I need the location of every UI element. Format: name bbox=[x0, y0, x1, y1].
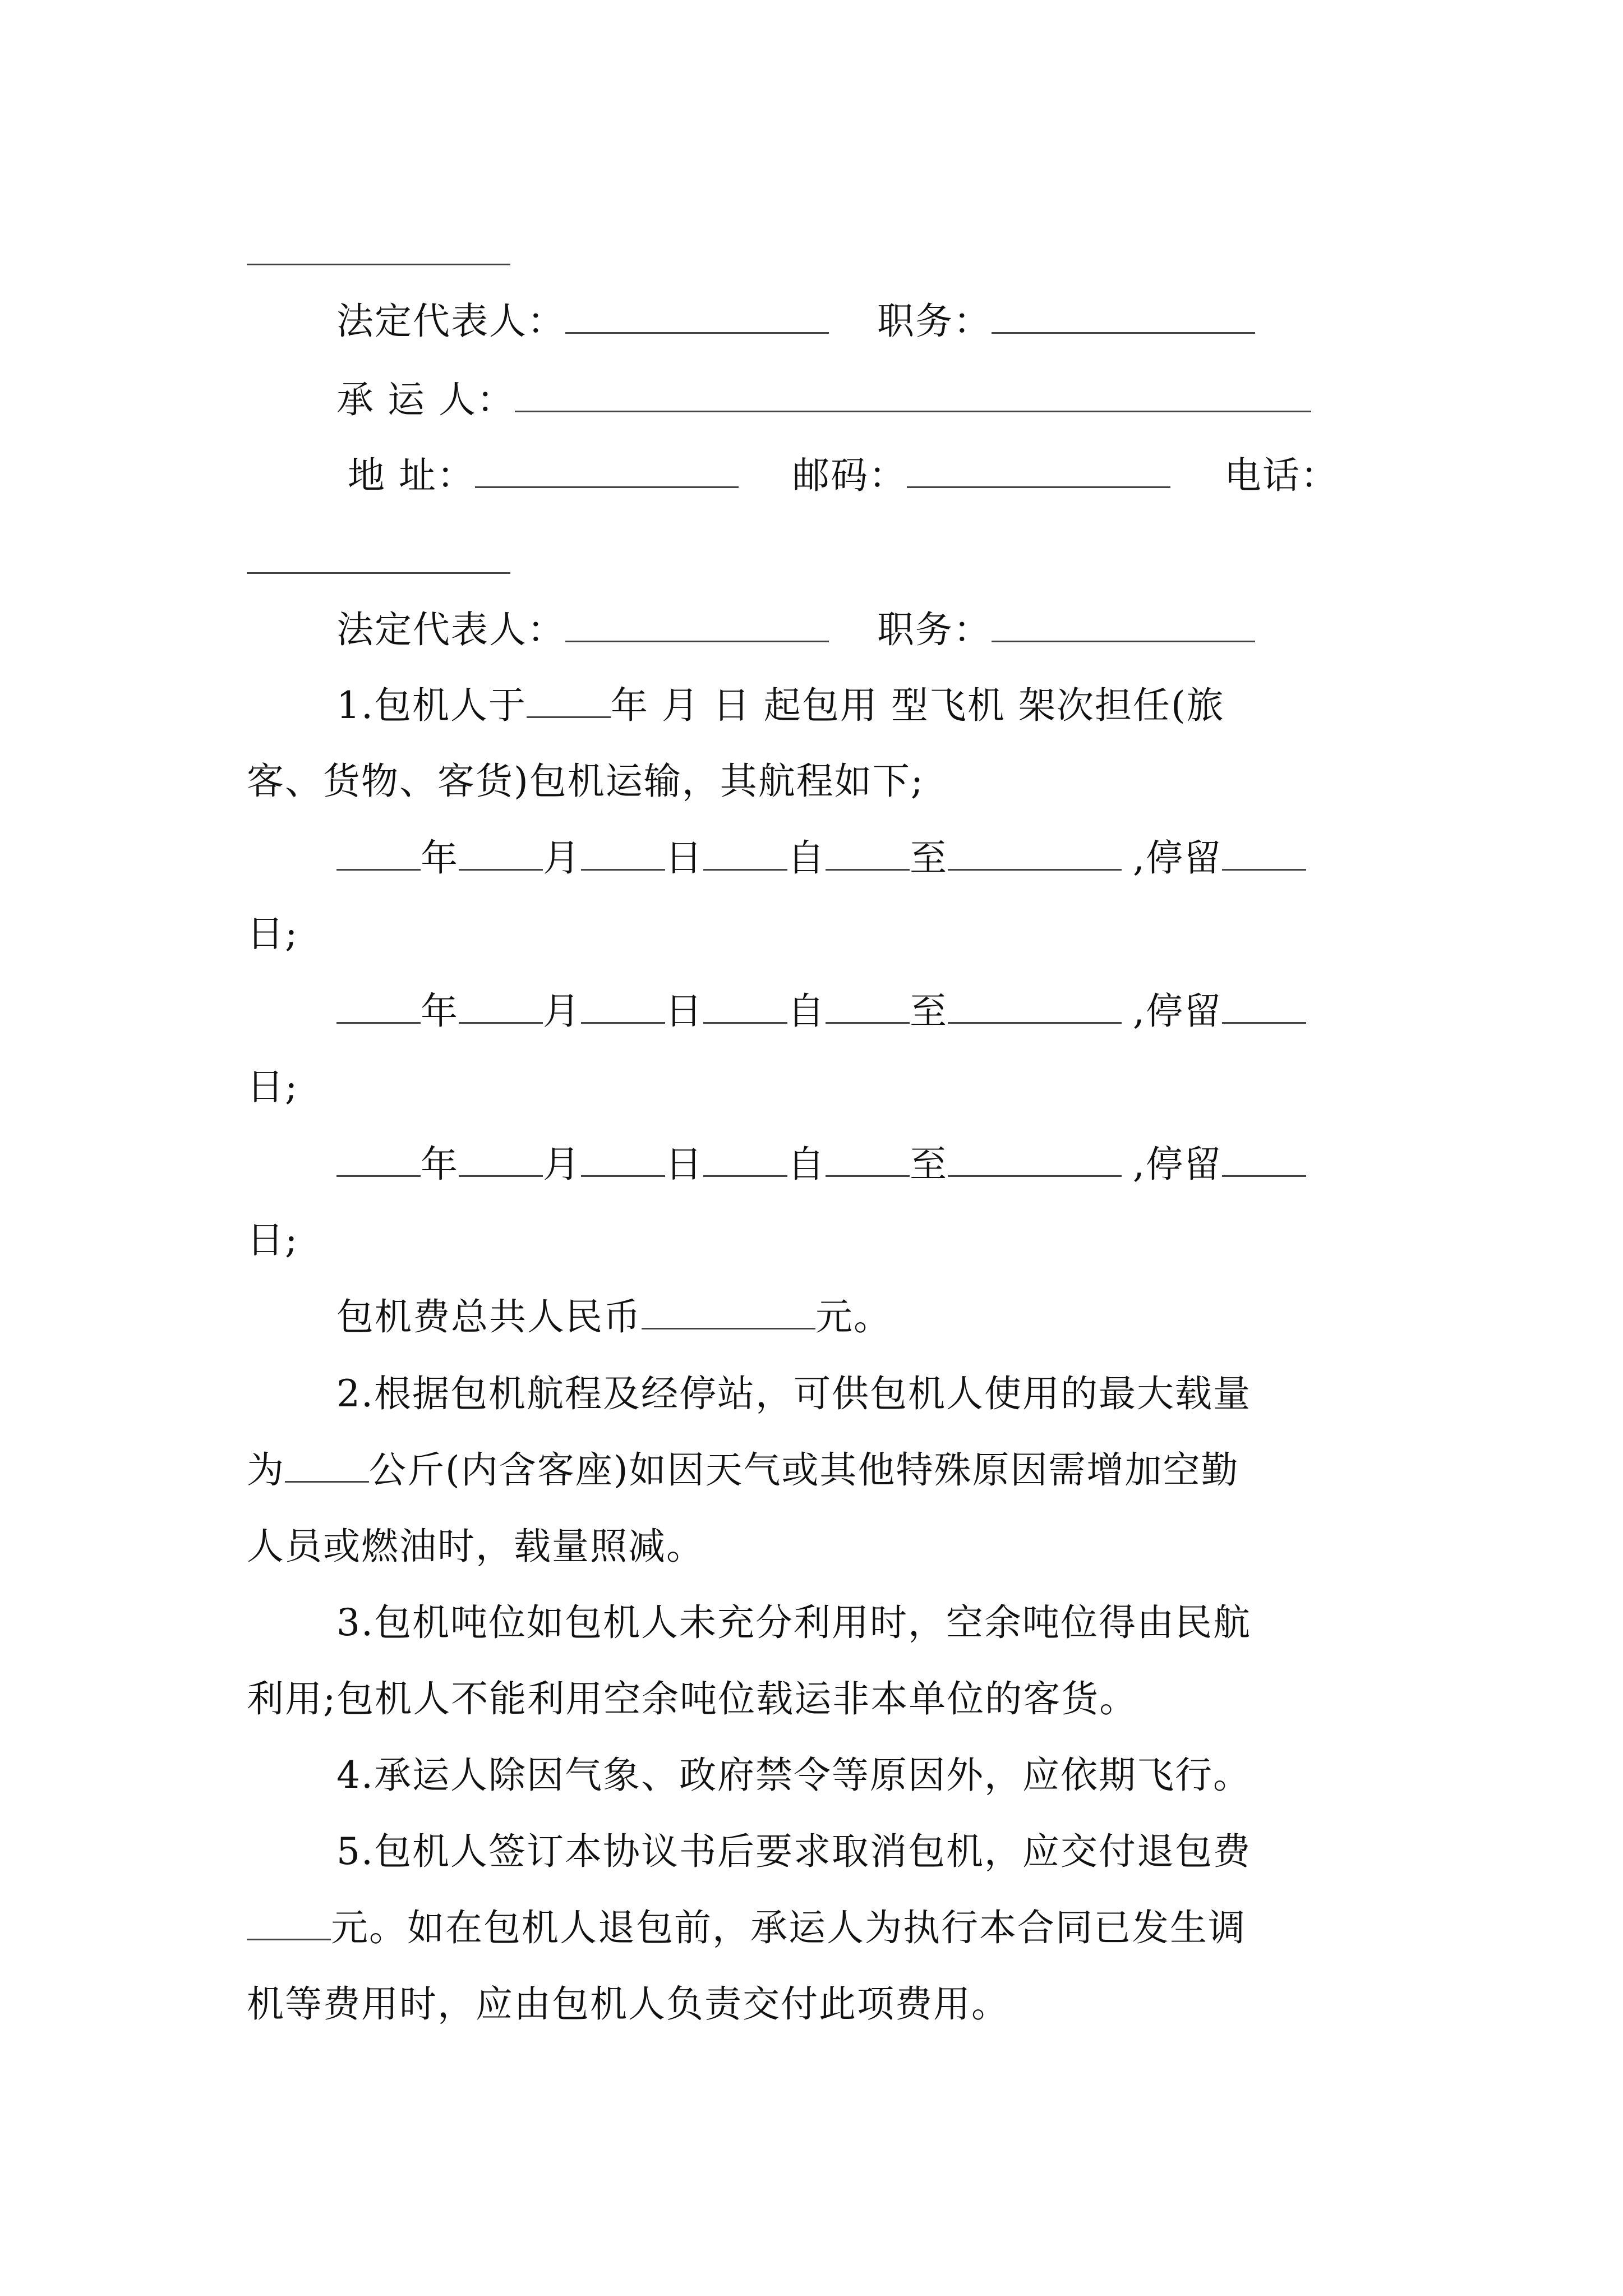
itinerary-day-end bbox=[247, 1218, 299, 1262]
itinerary-row bbox=[336, 1143, 1306, 1186]
address-label: 地 址： bbox=[348, 454, 475, 497]
position-field[interactable] bbox=[992, 329, 1255, 334]
carrier-label: 承 运 人： bbox=[336, 378, 515, 421]
month-field[interactable] bbox=[459, 866, 543, 871]
phone-label: 电话： bbox=[1224, 454, 1339, 497]
clause2-line2 bbox=[247, 1448, 1239, 1492]
from-label: 自 bbox=[787, 990, 826, 1033]
fee-unit: 元。 bbox=[815, 1295, 892, 1338]
stay-field[interactable] bbox=[1222, 1172, 1306, 1177]
destination-field[interactable] bbox=[948, 866, 1122, 871]
clause1-suffix: 年 月 日 起包用 型飞机 架次担任(旅 bbox=[610, 684, 1225, 727]
year-label: 年 bbox=[421, 1143, 459, 1186]
clause2-suffix: 公斤(内含客座)如因天气或其他特殊原因需增加空勤 bbox=[369, 1448, 1239, 1492]
day-end-label: 日; bbox=[247, 1218, 299, 1262]
clause2-line1 bbox=[336, 1372, 1251, 1415]
day-end-label: 日; bbox=[247, 1065, 299, 1108]
postcode-label: 邮码： bbox=[792, 454, 907, 497]
clause2-prefix: 为 bbox=[247, 1448, 285, 1492]
position-label: 职务： bbox=[877, 608, 992, 651]
itinerary-day-end bbox=[247, 912, 299, 955]
day-label: 日 bbox=[665, 990, 703, 1033]
to-field[interactable] bbox=[826, 1172, 910, 1177]
month-label: 月 bbox=[543, 1143, 581, 1186]
clause5-line2 bbox=[247, 1906, 1246, 1949]
year-field[interactable] bbox=[336, 866, 421, 871]
month-field[interactable] bbox=[459, 1019, 543, 1024]
clause1-text: 客、货物、客货)包机运输，其航程如下; bbox=[247, 760, 924, 803]
max-load-field[interactable] bbox=[285, 1478, 369, 1483]
fee-field[interactable] bbox=[642, 1324, 815, 1329]
carrier-row bbox=[336, 378, 1311, 421]
refund-fee-field[interactable] bbox=[247, 1935, 331, 1940]
year-label: 年 bbox=[421, 990, 459, 1033]
from-label: 自 bbox=[787, 1143, 826, 1186]
legal-rep-row bbox=[336, 300, 1255, 343]
clause4-text: 4.承运人除因气象、政府禁令等原因外，应依期飞行。 bbox=[336, 1754, 1251, 1797]
carrier-field[interactable] bbox=[515, 407, 1311, 412]
from-field[interactable] bbox=[703, 1019, 787, 1024]
to-field[interactable] bbox=[826, 866, 910, 871]
to-label: 至 bbox=[910, 990, 948, 1033]
clause3-line1 bbox=[336, 1601, 1251, 1644]
position-label: 职务： bbox=[877, 300, 992, 343]
position-field[interactable] bbox=[992, 637, 1255, 642]
stay-label: ,停留 bbox=[1133, 1143, 1222, 1186]
legal-rep-field[interactable] bbox=[565, 329, 829, 334]
legal-rep-field[interactable] bbox=[565, 637, 829, 642]
year-label: 年 bbox=[421, 836, 459, 880]
fee-label: 包机费总共人民币 bbox=[336, 1295, 642, 1338]
clause2-text: 2.根据包机航程及经停站，可供包机人使用的最大载量 bbox=[336, 1372, 1251, 1415]
month-label: 月 bbox=[543, 990, 581, 1033]
itinerary-row bbox=[336, 990, 1306, 1033]
day-field[interactable] bbox=[581, 1019, 665, 1024]
destination-field[interactable] bbox=[948, 1019, 1122, 1024]
stay-label: ,停留 bbox=[1133, 990, 1222, 1033]
to-field[interactable] bbox=[826, 1019, 910, 1024]
day-label: 日 bbox=[665, 836, 703, 880]
to-label: 至 bbox=[910, 1143, 948, 1186]
itinerary-day-end bbox=[247, 1065, 299, 1108]
to-label: 至 bbox=[910, 836, 948, 880]
clause5-line3 bbox=[247, 1982, 1009, 2026]
clause2-text: 人员或燃油时，载量照减。 bbox=[247, 1525, 704, 1568]
clause3-text: 利用;包机人不能利用空余吨位载运非本单位的客货。 bbox=[247, 1677, 1138, 1720]
clause3-line2 bbox=[247, 1677, 1138, 1720]
year-field[interactable] bbox=[336, 1172, 421, 1177]
clause3-text: 3.包机吨位如包机人未充分利用时，空余吨位得由民航 bbox=[336, 1601, 1251, 1644]
day-field[interactable] bbox=[581, 1172, 665, 1177]
month-label: 月 bbox=[543, 836, 581, 880]
clause1-line2 bbox=[247, 760, 924, 803]
legal-rep-row bbox=[336, 608, 1255, 651]
from-field[interactable] bbox=[703, 1172, 787, 1177]
address-row bbox=[348, 454, 1339, 497]
stay-label: ,停留 bbox=[1133, 836, 1222, 880]
destination-field[interactable] bbox=[948, 1172, 1122, 1177]
stay-field[interactable] bbox=[1222, 1019, 1306, 1024]
itinerary-row bbox=[336, 836, 1306, 880]
clause5-line1 bbox=[336, 1830, 1251, 1873]
year-field[interactable] bbox=[336, 1019, 421, 1024]
clause4-line bbox=[336, 1754, 1251, 1797]
day-label: 日 bbox=[665, 1143, 703, 1186]
address-field[interactable] bbox=[475, 483, 739, 488]
month-field[interactable] bbox=[459, 1172, 543, 1177]
legal-rep-label: 法定代表人： bbox=[336, 608, 565, 651]
fee-row bbox=[336, 1295, 892, 1338]
legal-rep-label: 法定代表人： bbox=[336, 300, 565, 343]
day-end-label: 日; bbox=[247, 912, 299, 955]
clause2-line3 bbox=[247, 1525, 704, 1568]
from-field[interactable] bbox=[703, 866, 787, 871]
clause5-suffix: 元。如在包机人退包前，承运人为执行本合同已发生调 bbox=[331, 1906, 1246, 1949]
clause5-text: 5.包机人签订本协议书后要求取消包机，应交付退包费 bbox=[336, 1830, 1251, 1873]
blank-line bbox=[247, 264, 510, 265]
clause1-prefix: 1.包机人于 bbox=[336, 684, 527, 727]
phone-field[interactable] bbox=[247, 572, 510, 574]
clause1-line1 bbox=[336, 684, 1225, 727]
day-field[interactable] bbox=[581, 866, 665, 871]
from-label: 自 bbox=[787, 836, 826, 880]
clause5-text: 机等费用时，应由包机人负责交付此项费用。 bbox=[247, 1982, 1009, 2026]
stay-field[interactable] bbox=[1222, 866, 1306, 871]
postcode-field[interactable] bbox=[907, 483, 1170, 488]
clause1-year-field[interactable] bbox=[527, 713, 611, 718]
